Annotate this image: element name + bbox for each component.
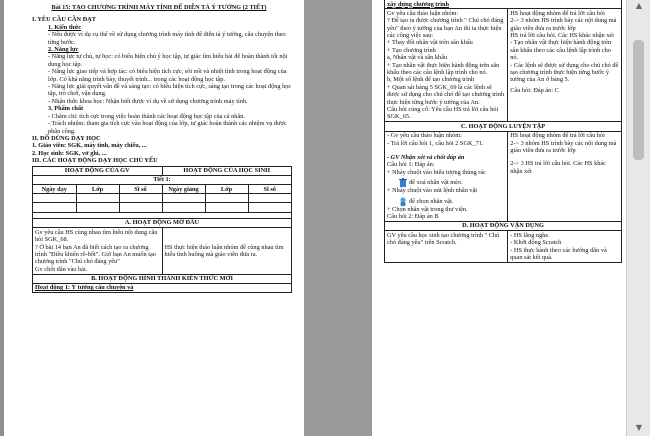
text-competence-2: - Năng lực giao tiếp và hợp tác: có biểu hiện tích cực, sôi nổi và nhiệt tình trong hoạt động của lớp. Có khả năng trình bày, thuyết trình... trong các hoạt động học tập. [48, 68, 287, 83]
c-gv-text: Câu hỏi 2: Đáp án B [387, 213, 439, 221]
activities-table [32, 166, 292, 294]
schedule-table [33, 185, 291, 212]
r1-gv-text: + Thay đổi nhân vật trên sân khấu [387, 39, 473, 47]
text-knowledge: - Nêu được ví dụ cụ thể về sử dụng chương trình máy tính để diễn tả ý tưởng, câu chuyện theo từng bước. [48, 31, 286, 46]
schedule-header: Ngày giảng [162, 185, 205, 194]
a-gv-text: ? Ở bài 14 bạn An đã biết cách tạo ra chương trình "Điều khiển rô-bốt". Giờ bạn An muốn tạo chương trình "Chú chó đáng yêu" [35, 243, 156, 266]
c-gv-text: + Nháy chuột vào nút lệnh nhân vật [387, 187, 478, 195]
text-competence-1: - Năng lực tự chủ, tự học: có biểu hiện chủ ý học tập, tự giác tìm hiểu bài để hoàn thành tốt nội dung học tập. [48, 53, 288, 68]
r1-hs-text: Câu hỏi: Đáp án: C [510, 86, 559, 94]
text-teacher-materials: 1. Giáo viên: SGK, máy tính, máy chiếu, ... [32, 142, 147, 150]
col-header-gv: HOẠT ĐỘNG CỦA GV [33, 166, 163, 175]
d-hs-text: - Khởi động Scratch [510, 239, 562, 247]
r1-hs-text: 2-> 3 nhóm HS trình bày các nội dung mà giáo viên đưa ra trước lớp [510, 17, 617, 32]
r1-gv-text: b, Một số lệnh để tạo chương trình [387, 76, 475, 84]
period-label: Tiết 1: [33, 175, 292, 184]
left-document-page [4, 0, 304, 436]
col-header-hs: HOẠT ĐỘNG CỦA HỌC SINH [162, 166, 292, 175]
section-b-title: B. HOẠT ĐỘNG HÌNH THÀNH KIẾN THỨC MỚI [33, 274, 292, 283]
activities-table-continued [384, 0, 622, 263]
heading-activities: III. CÁC HOẠT ĐỘNG DẠY HỌC CHỦ YẾU [32, 157, 158, 165]
section-c-title: C. HOẠT ĐỘNG LUYỆN TẬP [385, 122, 622, 131]
c-hs-text: 2-> 3 nhóm HS trình bày các nội dung mà giáo viên đưa ra trước lớp [510, 139, 617, 154]
c-gv-text: để xoá nhân vật mèo. [409, 179, 463, 187]
text-student-materials: 2. Học sinh: SGK, vở ghi, ... [32, 149, 107, 157]
schedule-header: Ngày dạy [33, 185, 76, 194]
text-competence-3: - Năng lực giải quyết vấn đề và sáng tạo: có biểu hiện tích cực, sáng tạo trong các hoạt động học tập, trò chơi, vận dụng. [48, 83, 292, 98]
scrollbar-thumb[interactable] [633, 40, 644, 160]
heading-qualities: 3. Phẩm chất [48, 105, 84, 113]
r1-gv-text: + Tạo chương trình [387, 46, 436, 54]
c-gv-text: + Nháy chuột vào biểu tượng thùng rác [387, 168, 486, 176]
r1-gv-text: ? Để tạo ra được chương trình " Chú chó đáng yêu" theo ý tưởng của bạn An thì ta thực hiện các công việc sau: [387, 17, 504, 40]
r1-hs-text: HS trả lời câu hỏi. Các HS khác nhận xét [510, 32, 614, 40]
b-activity-1-cont: xây dựng chương trình [385, 0, 622, 9]
scroll-down-icon[interactable]: ▼ [635, 423, 643, 432]
r1-hs-text: - Tạo nhân vật thực hiện hành động trên sân khấu theo các câu lệnh lập trình cho nó. [510, 39, 612, 62]
page-gap [304, 0, 372, 436]
heading-objectives: I. YÊU CẦU CẦN ĐẠT [32, 16, 96, 24]
c-gv-text: Câu hỏi 1: Đáp án: [387, 161, 435, 169]
scroll-up-icon[interactable]: ▲ [635, 1, 643, 10]
c-gv-text: - GV Nhận xét và chốt đáp án [387, 154, 465, 161]
heading-materials: II. ĐỒ DÙNG DẠY HỌC [32, 134, 101, 142]
trash-icon [399, 178, 407, 187]
c-hs-text: 2-> 3 HS trả lời câu hỏi. Các HS khác nhận xét [510, 160, 606, 175]
section-a-title: A. HOẠT ĐỘNG MỞ ĐẦU [33, 218, 292, 227]
r1-gv-text: Câu hỏi củng cố: Yêu cầu HS trả lời câu hỏi SGK_65. [387, 106, 499, 121]
r1-gv-text: + Quan sát bảng 5 SGK_69 là các lệnh sẽ được sử dụng cho chú chó để tạo chương trình thực hiện từng bước ý tưởng của An. [387, 83, 505, 106]
r1-hs-text: HS hoạt động nhóm để trả lời câu hỏi [510, 9, 605, 17]
schedule-header: Sĩ số [119, 185, 162, 194]
d-hs-text: - HS lắng nghe. [510, 231, 550, 239]
c-gv-text: - Trả lời câu hỏi 1, câu hỏi 2 SGK_71. [387, 139, 484, 147]
heading-competence: 2. Năng lực [48, 46, 79, 54]
a-hs-text: HS thực hiện thảo luận nhóm để cùng nhau tìm hiểu tình huống mà giáo viên đưa ra. [164, 243, 284, 258]
a-gv-text: Gv yêu cầu HS cùng nhau tìm hiểu nội dung câu hỏi SGK_68. [35, 228, 158, 244]
c-gv-text: + Chọn nhân vật trong thư viện. [387, 205, 468, 213]
schedule-header: Sĩ số [248, 185, 291, 194]
r1-gv-text: a, Nhân vật và sân khấu [387, 54, 448, 62]
c-hs-text: HS hoạt động nhóm để trả lời câu hỏi [510, 132, 605, 140]
right-document-page [372, 0, 626, 436]
lesson-title: Bài 15: TẠO CHƯƠNG TRÌNH MÁY TÍNH ĐỂ DIỄN TẢ Ý TƯỞNG (2 TIẾT) [51, 4, 267, 11]
schedule-header: Lớp [76, 185, 119, 194]
text-competence-4: - Nhận thức khoa học: Nhận biết được ví dụ về sử dụng chương trình máy tính. [48, 97, 248, 105]
c-gv-text: - Gv yêu cầu thảo luận nhóm: [387, 132, 462, 140]
text-qualities-1: - Chăm chỉ: tích cực trong việc hoàn thành các hoạt động học tập của cá nhân. [48, 112, 245, 120]
text-qualities-2: - Trách nhiệm: tham gia tích cực vào hoạt động của lớp, tự giác hoàn thành các nhiệm vụ được phân công. [48, 120, 287, 135]
heading-knowledge: 1. Kiến thức [48, 23, 81, 31]
c-gv-text: để chọn nhân vật. [409, 197, 454, 205]
b-activity-1: Hoạt động 1: Ý tưởng câu chuyện và [33, 283, 292, 292]
schedule-header: Lớp [205, 185, 248, 194]
r1-gv-text: + Tạo nhân vật thực hiện hành động trên sân khấu theo các câu lệnh lập trình cho nó. [387, 61, 500, 77]
d-gv-text: GV yêu cầu học sinh tạo chương trình " Chú chó đáng yêu" trên Scratch. [387, 231, 500, 247]
r1-hs-text: - Các lệnh sẽ được sử dụng cho chú chó để tạo chương trình thực hiện từng bước ý tưởng của An ở bảng 5. [510, 61, 619, 84]
sprite-icon [399, 197, 407, 206]
section-d-title: D. HOẠT ĐỘNG VẬN DỤNG [385, 221, 622, 230]
d-hs-text: - HS thực hành theo các hướng dẫn và quan sát kết quả. [510, 246, 607, 261]
vertical-scrollbar[interactable] [626, 0, 650, 436]
r1-gv-text: Gv yêu cầu thảo luận nhóm: [387, 9, 459, 17]
a-gv-text: Gv chốt dẫn vào bài. [35, 265, 88, 273]
